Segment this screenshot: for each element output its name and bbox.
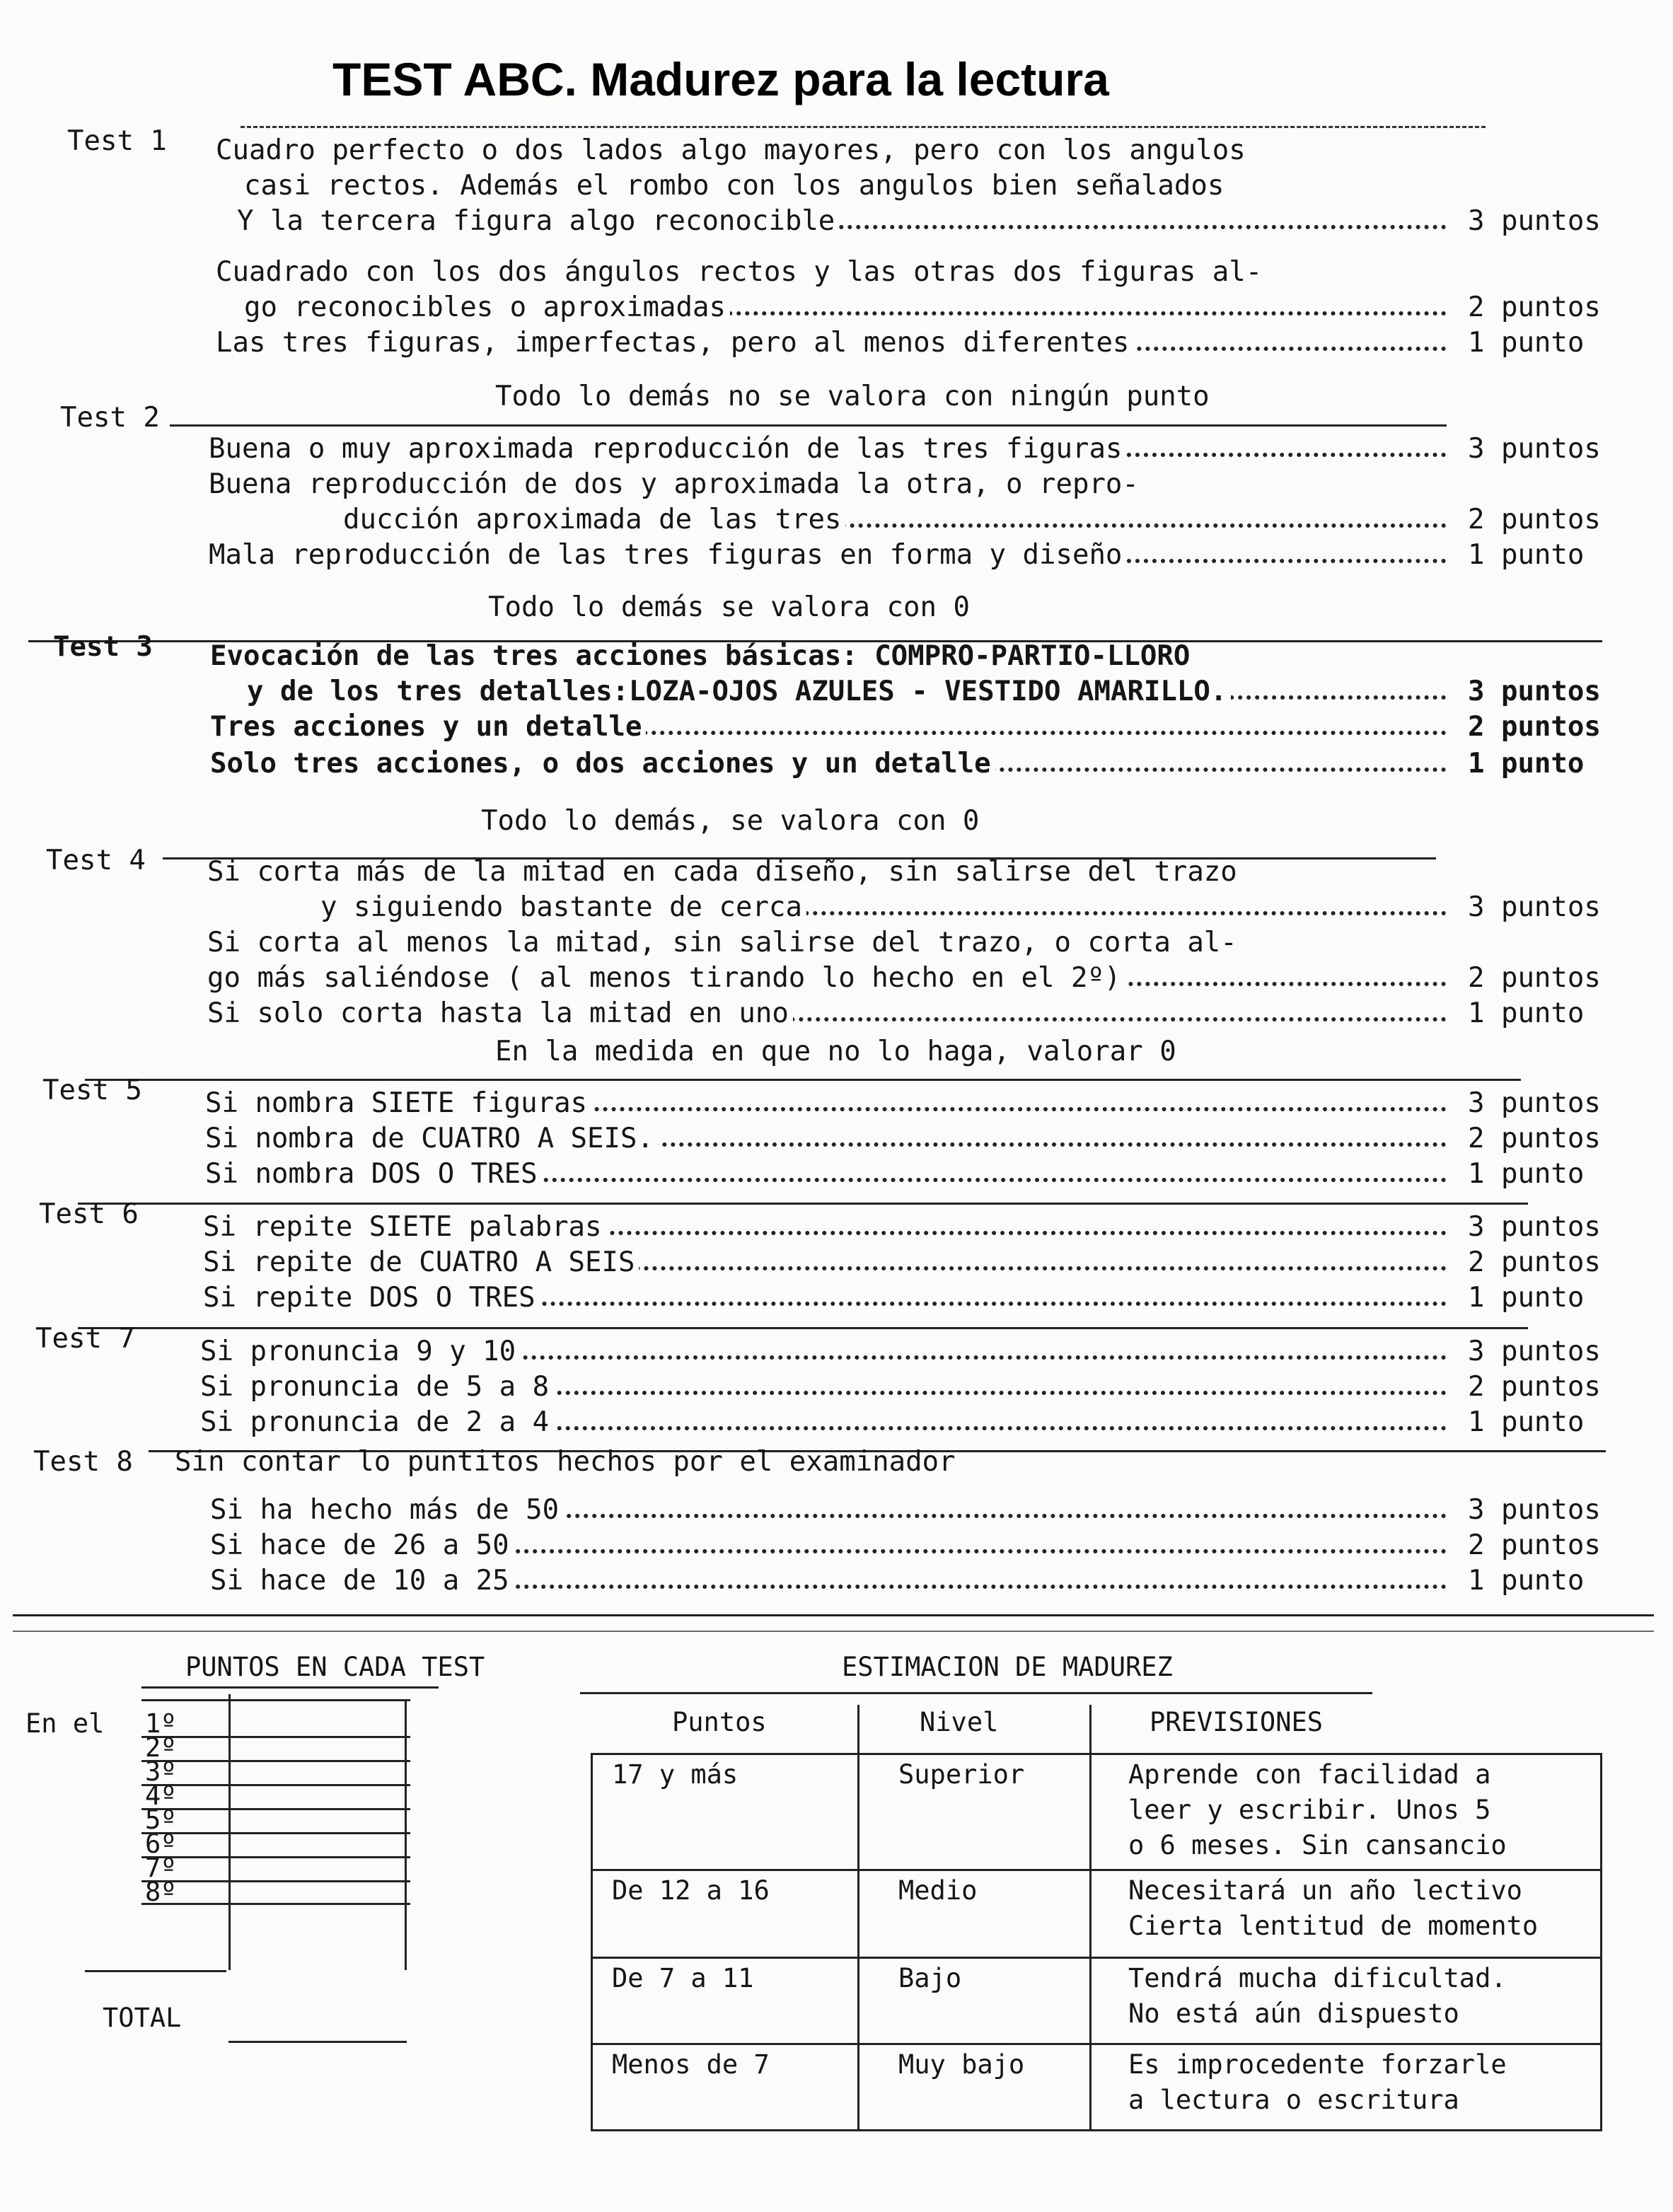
points-value: 2 puntos xyxy=(1468,1123,1601,1154)
criterion-text: Si hace de 26 a 50 xyxy=(210,1529,514,1561)
test-2-label: Test 2 xyxy=(60,402,160,434)
section-divider-secondary xyxy=(13,1631,1654,1632)
points-value: 3 puntos xyxy=(1468,433,1601,465)
test-3-note: Todo lo demás, se valora con 0 xyxy=(481,805,980,837)
test-7-criterion xyxy=(200,1336,1447,1371)
criterion-text: Y la tercera figura algo reconocible xyxy=(237,205,839,237)
test-6-criterion xyxy=(203,1282,1447,1317)
maturity-puntos: De 12 a 16 xyxy=(612,1875,770,1906)
points-value: 3 puntos xyxy=(1468,891,1601,923)
maturity-column-line xyxy=(857,1705,859,2129)
maturity-nivel: Superior xyxy=(898,1759,1025,1790)
test-5-label: Test 5 xyxy=(42,1075,142,1106)
test-5-criterion xyxy=(205,1087,1447,1123)
maturity-column-line xyxy=(1089,1705,1092,2129)
test-7-rule xyxy=(78,1327,1528,1329)
points-table-top-line xyxy=(141,1699,410,1701)
test-2-note: Todo lo demás se valora con 0 xyxy=(488,591,970,623)
test-7-criterion xyxy=(200,1406,1447,1442)
maturity-nivel: Medio xyxy=(898,1875,978,1906)
maturity-prevision: a lectura o escritura xyxy=(1128,2085,1459,2115)
maturity-table-title: ESTIMACION DE MADUREZ xyxy=(842,1652,1173,1682)
points-value: 1 punto xyxy=(1468,1406,1585,1438)
maturity-table-title-rule xyxy=(580,1692,1372,1694)
criterion-text: Si hace de 10 a 25 xyxy=(210,1565,514,1597)
points-value: 2 puntos xyxy=(1468,504,1601,535)
points-value: 2 puntos xyxy=(1468,1246,1601,1278)
criterion-text: Solo tres acciones, o dos acciones y un detalle xyxy=(210,748,995,780)
points-value: 1 punto xyxy=(1468,748,1585,780)
points-table-row-label: 8º xyxy=(145,1877,177,1907)
criterion-text: Si nombra DOS O TRES xyxy=(205,1158,542,1190)
maturity-row-line xyxy=(591,1753,1602,1755)
document-title: TEST ABC. Madurez para la lectura xyxy=(332,53,1109,105)
maturity-prevision: Necesitará un año lectivo xyxy=(1128,1875,1522,1906)
points-table-row-line xyxy=(141,1784,410,1786)
criterion-text: Si ha hecho más de 50 xyxy=(210,1494,563,1526)
points-table-total-line xyxy=(85,1970,226,1972)
criterion-text: Si nombra SIETE figuras xyxy=(205,1087,591,1119)
maturity-row-line xyxy=(591,1957,1602,1959)
points-value: 2 puntos xyxy=(1468,291,1601,323)
test-4-label: Test 4 xyxy=(46,845,146,876)
test-2-criterion xyxy=(209,539,1447,574)
maturity-prevision: Cierta lentitud de momento xyxy=(1128,1911,1539,1941)
test-1-criterion xyxy=(244,291,1447,327)
points-value: 2 puntos xyxy=(1468,711,1601,743)
test-5-criterion xyxy=(205,1158,1447,1193)
test-1-label: Test 1 xyxy=(67,125,167,157)
points-table-row-label: 5º xyxy=(145,1805,177,1835)
maturity-column-line xyxy=(1600,1753,1602,2129)
test-1-criterion xyxy=(216,327,1447,362)
points-value: 2 puntos xyxy=(1468,1529,1601,1561)
criterion-text: Mala reproducción de las tres figuras en forma y diseño xyxy=(209,539,1126,571)
test-7-label: Test 7 xyxy=(35,1323,135,1355)
test-5-rule xyxy=(85,1079,1521,1081)
criterion-text: Las tres figuras, imperfectas, pero al menos diferentes xyxy=(216,327,1133,359)
criterion-text: Tres acciones y un detalle xyxy=(210,711,646,743)
criterion-text: Si nombra de CUATRO A SEIS. xyxy=(205,1123,658,1154)
points-table-row-line xyxy=(141,1832,410,1834)
points-table-row-label: 7º xyxy=(145,1853,177,1883)
criterion-text: y de los tres detalles:LOZA-OJOS AZULES - VESTIDO AMARILLO. xyxy=(247,676,1231,707)
points-table-row-label: 1º xyxy=(145,1708,177,1739)
criterion-text: go más saliéndose ( al menos tirando lo hecho en el 2º) xyxy=(207,962,1125,994)
maturity-row-line xyxy=(591,2043,1602,2045)
points-value: 1 punto xyxy=(1468,1282,1585,1314)
test-4-criterion xyxy=(207,962,1447,997)
criterion-text: Cuadrado con los dos ángulos rectos y las otras dos figuras al- xyxy=(216,256,1263,288)
test-4-criterion xyxy=(207,997,1447,1033)
points-value: 3 puntos xyxy=(1468,676,1601,707)
criterion-text: Si repite DOS O TRES xyxy=(203,1282,540,1314)
points-table-total: TOTAL xyxy=(103,2003,182,2033)
test-1-criterion xyxy=(237,205,1447,241)
criterion-text: Si repite SIETE palabras xyxy=(203,1211,606,1243)
points-value: 2 puntos xyxy=(1468,1371,1601,1403)
points-value: 3 puntos xyxy=(1468,1494,1601,1526)
points-table-total-box xyxy=(228,2041,407,2043)
section-divider xyxy=(13,1614,1654,1616)
points-value: 2 puntos xyxy=(1468,962,1601,994)
points-value: 3 puntos xyxy=(1468,1211,1601,1243)
test-6-criterion xyxy=(203,1211,1447,1246)
title-underline xyxy=(241,126,1486,128)
criterion-text: Buena reproducción de dos y aproximada la otra, o repro- xyxy=(209,468,1139,500)
test-4-note: En la medida en que no lo haga, valorar 0 xyxy=(495,1036,1176,1067)
points-table-row-label: 6º xyxy=(145,1829,177,1859)
points-value: 3 puntos xyxy=(1468,205,1601,237)
test-8-label: Test 8 xyxy=(33,1446,133,1478)
criterion-text: Buena o muy aproximada reproducción de las tres figuras xyxy=(209,433,1126,465)
maturity-nivel: Bajo xyxy=(898,1963,962,1993)
test-4-criterion xyxy=(320,891,1447,927)
points-table-row-label: 2º xyxy=(145,1732,177,1763)
maturity-prevision: Aprende con facilidad a xyxy=(1128,1759,1491,1790)
maturity-header-nivel: Nivel xyxy=(920,1707,999,1737)
test-3-criterion xyxy=(210,711,1447,746)
test-8-criterion xyxy=(210,1529,1447,1565)
test-6-rule xyxy=(78,1203,1528,1205)
maturity-prevision: Tendrá mucha dificultad. xyxy=(1128,1963,1507,1993)
maturity-column-line xyxy=(591,1753,593,2129)
maturity-row-line xyxy=(591,2129,1602,2131)
points-table-row-line xyxy=(141,1760,410,1762)
test-8-criterion xyxy=(210,1565,1447,1600)
test-2-criterion xyxy=(209,433,1447,468)
criterion-text: Si corta más de la mitad en cada diseño, sin salirse del trazo xyxy=(207,856,1237,888)
points-table-row-line xyxy=(141,1880,410,1882)
maturity-puntos: De 7 a 11 xyxy=(612,1963,754,1993)
maturity-prevision: Es improcedente forzarle xyxy=(1128,2049,1507,2080)
points-value: 1 punto xyxy=(1468,327,1585,359)
criterion-text: Si repite de CUATRO A SEIS xyxy=(203,1246,639,1278)
maturity-row-line xyxy=(591,1869,1602,1871)
criterion-text: casi rectos. Además el rombo con los angulos bien señalados xyxy=(244,170,1225,202)
test-8-criterion xyxy=(210,1494,1447,1529)
points-table-title-rule xyxy=(141,1686,439,1689)
test-3-label: Test 3 xyxy=(53,631,153,663)
test-5-criterion xyxy=(205,1123,1447,1158)
test-8-intro: Sin contar lo puntitos hechos por el examinador xyxy=(175,1446,956,1478)
criterion-text: Evocación de las tres acciones básicas: COMPRO-PARTIO-LLORO xyxy=(210,640,1191,672)
test-7-criterion xyxy=(200,1371,1447,1406)
criterion-text: Si pronuncia de 2 a 4 xyxy=(200,1406,553,1438)
maturity-puntos: Menos de 7 xyxy=(612,2049,770,2080)
maturity-prevision: leer y escribir. Unos 5 xyxy=(1128,1795,1491,1825)
test-3-criterion xyxy=(247,676,1447,711)
points-value: 1 punto xyxy=(1468,1158,1585,1190)
points-value: 3 puntos xyxy=(1468,1087,1601,1119)
points-table-row-label: 3º xyxy=(145,1756,177,1787)
maturity-prevision: No está aún dispuesto xyxy=(1128,1998,1459,2029)
criterion-text: Si solo corta hasta la mitad en uno xyxy=(207,997,793,1029)
criterion-text: Si pronuncia 9 y 10 xyxy=(200,1336,520,1367)
points-value: 1 punto xyxy=(1468,997,1585,1029)
points-table-right-border xyxy=(405,1699,407,1970)
criterion-text: Cuadro perfecto o dos lados algo mayores, pero con los angulos xyxy=(216,134,1246,166)
points-table-row-line xyxy=(141,1736,410,1738)
test-1-note: Todo lo demás no se valora con ningún punto xyxy=(495,381,1210,412)
test-3-criterion xyxy=(210,748,1447,783)
points-table-title: PUNTOS EN CADA TEST xyxy=(185,1652,485,1682)
points-value: 1 punto xyxy=(1468,1565,1585,1597)
maturity-prevision: o 6 meses. Sin cansancio xyxy=(1128,1830,1507,1860)
points-table-row-line xyxy=(141,1856,410,1858)
maturity-nivel: Muy bajo xyxy=(898,2049,1025,2080)
maturity-header-puntos: Puntos xyxy=(672,1707,767,1737)
points-table-bottom-line xyxy=(141,1903,410,1905)
test-2-rule xyxy=(170,424,1447,427)
criterion-text: go reconocibles o aproximadas xyxy=(244,291,730,323)
test-6-criterion xyxy=(203,1246,1447,1282)
points-table-divider xyxy=(228,1694,231,1970)
criterion-text: y siguiendo bastante de cerca xyxy=(320,891,806,923)
test-6-label: Test 6 xyxy=(39,1198,139,1230)
maturity-header-previsiones: PREVISIONES xyxy=(1150,1707,1324,1737)
points-table-row-label: 4º xyxy=(145,1780,177,1811)
criterion-text: Si pronuncia de 5 a 8 xyxy=(200,1371,553,1403)
points-value: 1 punto xyxy=(1468,539,1585,571)
points-table-prefix: En el xyxy=(25,1708,105,1739)
test-2-criterion xyxy=(343,504,1447,539)
maturity-puntos: 17 y más xyxy=(612,1759,739,1790)
criterion-text: Si corta al menos la mitad, sin salirse del trazo, o corta al- xyxy=(207,927,1237,959)
criterion-text: ducción aproximada de las tres xyxy=(343,504,845,535)
points-table-row-line xyxy=(141,1808,410,1810)
points-value: 3 puntos xyxy=(1468,1336,1601,1367)
